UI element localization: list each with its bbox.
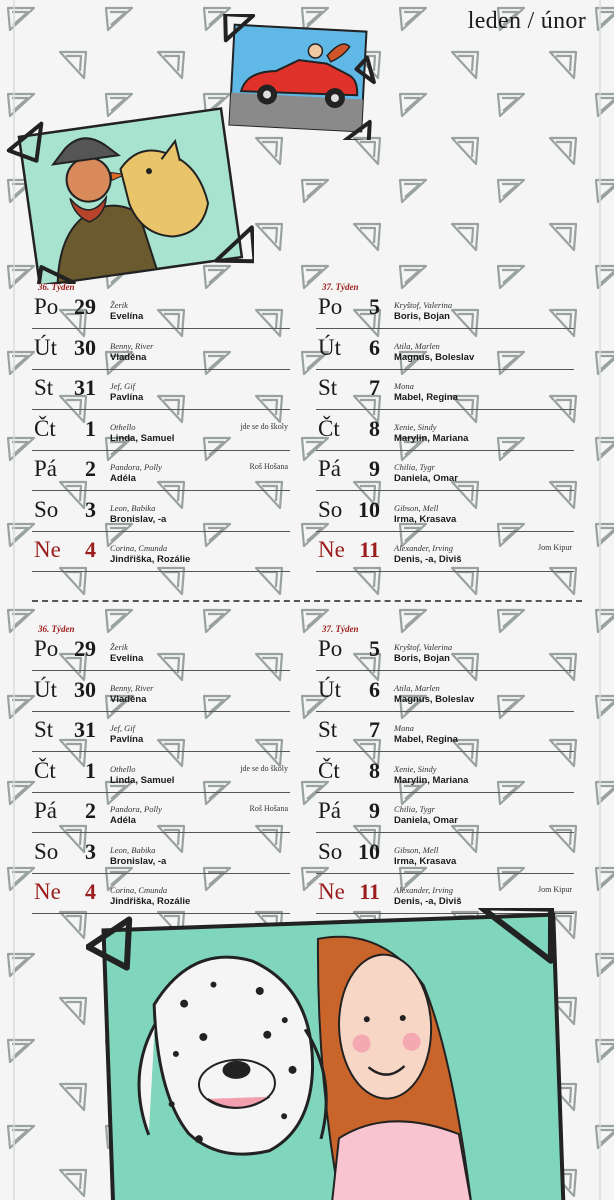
day-name: Pá [318, 798, 341, 823]
name-day-primary: Marylin, Mariana [394, 432, 469, 444]
name-day-secondary: Benny, River [110, 682, 154, 693]
name-day-secondary: Kryštof, Valerina [394, 642, 453, 652]
day-number: 10 [358, 838, 380, 864]
day-number: 7 [369, 717, 380, 742]
day-number: 11 [359, 879, 380, 904]
day-row [32, 288, 290, 329]
name-day-secondary: Alexander, Irving [394, 885, 454, 895]
name-day-primary: Marylin, Mariana [394, 774, 469, 786]
day-row [316, 630, 574, 671]
name-day-secondary: Leon, Babika [110, 844, 156, 855]
day-name: Po [34, 294, 59, 319]
day-name: Út [318, 334, 341, 360]
name-day-secondary: Chilia, Tygr [394, 804, 435, 814]
name-day-secondary: Benny, River [110, 340, 154, 351]
cut-line [32, 600, 582, 602]
event-note: Roš Hošana [249, 462, 288, 471]
name-day-primary: Evelína [110, 311, 144, 322]
name-day-secondary: Leon, Babika [110, 502, 156, 513]
name-day-secondary: Alexander, Irving [394, 543, 454, 553]
day-name: Po [34, 636, 59, 661]
day-number: 3 [85, 838, 96, 864]
day-row [32, 711, 290, 752]
day-name: Čt [318, 415, 340, 441]
name-day-primary: Jindřiška, Rozálie [110, 554, 191, 565]
name-day-secondary: Pandora, Polly [110, 804, 162, 814]
red-car-illustration [216, 14, 376, 140]
name-day-primary: Denis, -a, Diviš [394, 896, 462, 907]
name-day-secondary: Jef, Gif [110, 723, 136, 733]
name-day-secondary: Chilia, Tygr [394, 462, 435, 472]
day-row [32, 329, 290, 370]
name-day-secondary: Mona [394, 723, 414, 733]
day-row [316, 792, 574, 833]
name-day-secondary: Xenie, Sindy [394, 763, 437, 774]
day-name: So [34, 496, 59, 522]
day-name: Ne [34, 879, 61, 904]
day-row [32, 410, 290, 451]
name-day-secondary: Corina, Cmunda [110, 543, 168, 553]
name-day-primary: Daniela, Omar [394, 815, 458, 826]
day-number: 30 [74, 676, 96, 702]
day-number: 31 [74, 375, 96, 400]
name-day-primary: Bronislav, -a [110, 855, 167, 867]
day-number: 9 [369, 798, 380, 823]
day-number: 3 [85, 496, 96, 522]
name-day-primary: Linda, Samuel [110, 774, 175, 786]
day-name: Ne [318, 879, 345, 904]
name-day-primary: Adéla [110, 815, 136, 826]
day-row [32, 752, 290, 793]
day-name: St [318, 375, 338, 400]
name-day-secondary: Mona [394, 381, 414, 391]
day-name: Pá [34, 798, 57, 823]
day-number: 2 [85, 798, 96, 823]
name-day-secondary: Žerik [110, 300, 128, 310]
name-day-primary: Vladěna [110, 693, 147, 705]
name-day-primary: Boris, Bojan [394, 653, 450, 664]
name-day-secondary: Xenie, Sindy [394, 421, 437, 432]
name-day-secondary: Gibson, Mell [394, 844, 439, 855]
name-day-primary: Daniela, Omar [394, 473, 458, 484]
day-name: St [34, 717, 54, 742]
day-row [32, 491, 290, 532]
day-row [32, 833, 290, 874]
name-day-primary: Jindřiška, Rozálie [110, 896, 191, 907]
day-number: 5 [369, 636, 380, 661]
day-name: Út [318, 676, 341, 702]
day-row [316, 288, 574, 329]
day-row [316, 752, 574, 793]
name-day-primary: Magnus, Boleslav [394, 693, 475, 705]
day-number: 6 [369, 676, 380, 702]
day-row [316, 531, 574, 572]
day-number: 30 [74, 334, 96, 360]
dalmatian-and-girl-illustration [86, 908, 606, 1200]
name-day-secondary: Othello [110, 421, 136, 432]
day-number: 1 [85, 757, 96, 783]
week-label: 36. Týden [38, 282, 75, 292]
day-name: Út [34, 676, 57, 702]
day-name: Út [34, 334, 57, 360]
name-day-secondary: Žerik [110, 642, 128, 652]
day-name: St [318, 717, 338, 742]
day-name: So [318, 496, 343, 522]
event-note: jde se do školy [240, 763, 288, 773]
name-day-primary: Magnus, Boleslav [394, 351, 475, 363]
day-row [32, 450, 290, 491]
day-row [32, 531, 290, 572]
day-row [316, 491, 574, 532]
day-row [32, 671, 290, 712]
name-day-primary: Pavlína [110, 392, 144, 403]
name-day-primary: Vladěna [110, 351, 147, 363]
name-day-primary: Irma, Krasava [394, 855, 457, 867]
day-number: 1 [85, 415, 96, 441]
name-day-primary: Boris, Bojan [394, 311, 450, 322]
day-name: Pá [34, 456, 57, 481]
day-row [316, 410, 574, 451]
name-day-primary: Adéla [110, 473, 136, 484]
name-day-primary: Denis, -a, Diviš [394, 554, 462, 565]
name-day-secondary: Othello [110, 763, 136, 774]
name-day-secondary: Atila, Marlen [394, 340, 440, 351]
day-name: Čt [34, 415, 56, 441]
day-name: Čt [318, 757, 340, 783]
day-number: 31 [74, 717, 96, 742]
event-note: Roš Hošana [249, 804, 288, 813]
name-day-secondary: Atila, Marlen [394, 682, 440, 693]
day-row [316, 369, 574, 410]
event-note: jde se do školy [240, 421, 288, 431]
name-day-secondary: Corina, Cmunda [110, 885, 168, 895]
day-number: 8 [369, 415, 380, 441]
name-day-secondary: Gibson, Mell [394, 502, 439, 513]
day-name: So [318, 838, 343, 864]
day-row [316, 833, 574, 874]
day-name: Po [318, 294, 343, 319]
day-number: 11 [359, 537, 380, 562]
day-number: 10 [358, 496, 380, 522]
name-day-primary: Pavlína [110, 734, 144, 745]
day-name: So [34, 838, 59, 864]
week-label: 37. Týden [322, 282, 359, 292]
event-note: Jom Kipur [538, 543, 572, 552]
name-day-primary: Irma, Krasava [394, 513, 457, 525]
name-day-secondary: Jef, Gif [110, 381, 136, 391]
name-day-secondary: Pandora, Polly [110, 462, 162, 472]
name-day-primary: Linda, Samuel [110, 432, 175, 444]
name-day-primary: Evelína [110, 653, 144, 664]
day-row [32, 792, 290, 833]
day-row [316, 711, 574, 752]
name-day-primary: Mabel, Regina [394, 392, 458, 403]
week-label: 37. Týden [322, 624, 359, 634]
name-day-primary: Mabel, Regina [394, 734, 458, 745]
day-row [32, 630, 290, 671]
name-day-primary: Bronislav, -a [110, 513, 167, 525]
page-title: leden / únor [467, 8, 586, 34]
day-name: St [34, 375, 54, 400]
day-number: 29 [74, 294, 96, 319]
day-number: 5 [369, 294, 380, 319]
day-name: Po [318, 636, 343, 661]
name-day-secondary: Kryštof, Valerina [394, 300, 453, 310]
day-name: Ne [34, 537, 61, 562]
day-row [316, 671, 574, 712]
day-number: 4 [85, 537, 96, 562]
day-row [316, 329, 574, 370]
day-number: 7 [369, 375, 380, 400]
day-name: Ne [318, 537, 345, 562]
day-number: 8 [369, 757, 380, 783]
week-label: 36. Týden [38, 624, 75, 634]
event-note: Jom Kipur [538, 885, 572, 894]
day-number: 6 [369, 334, 380, 360]
day-name: Pá [318, 456, 341, 481]
day-name: Čt [34, 757, 56, 783]
day-number: 2 [85, 456, 96, 481]
day-number: 4 [85, 879, 96, 904]
day-row [316, 450, 574, 491]
day-number: 9 [369, 456, 380, 481]
day-number: 29 [74, 636, 96, 661]
day-row [32, 369, 290, 410]
